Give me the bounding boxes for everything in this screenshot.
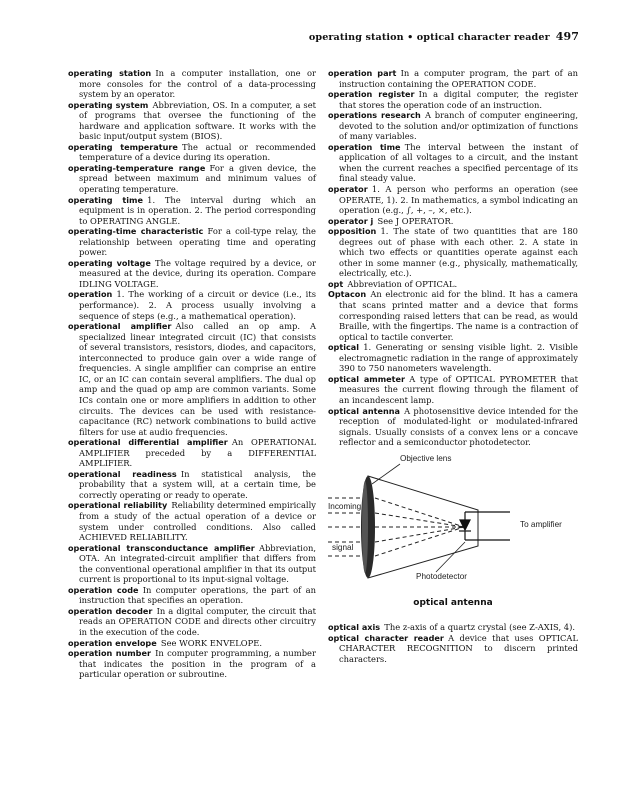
entry-definition: In a computer installation, one or more consoles for the control of a data-processing system by an operator.: [79, 68, 316, 100]
entry-definition: The actual or recommended temperature of a device during its operation.: [79, 141, 316, 163]
running-head-text: operating station • optical character reader: [308, 32, 550, 43]
entry-term: operational differential amplifier: [68, 437, 228, 448]
entry-definition: In statistical analysis, the probability that a system will, at a certain time, be correctly operating or ready to operate.: [79, 468, 316, 500]
entry-definition: Abbreviation, OTA. An integrated-circuit amplifier that differs from the conventional operational amplifier in that its output current is proportional to its input-signal voltage.: [79, 542, 316, 585]
entry-definition: 1. The working of a circuit or device (i.e., its performance). 2. A process usually involving a sequence of steps (e.g., a mathematical operation).: [79, 289, 316, 321]
entry-definition: For a given device, the spread between maximum and minimum values of operating temperature.: [79, 162, 316, 195]
entry: [328, 184, 578, 216]
running-header: [309, 30, 579, 43]
entry-term: operation envelope: [68, 637, 157, 648]
entry-definition: In a computer program, the part of an instruction containing the OPERATION CODE.: [339, 68, 578, 89]
entry-term: operations research: [328, 110, 421, 121]
entry-term: operating time: [68, 194, 143, 205]
entry-term: operation code: [68, 584, 139, 595]
entry: [68, 68, 316, 100]
entry: [328, 406, 578, 448]
entry-definition: An OPERATIONAL AMPLIFIER preceded by a DIFFERENTIAL AMPLIFIER.: [79, 437, 316, 469]
label-signal: signal: [332, 542, 354, 552]
entry: [68, 437, 316, 469]
entry-definition: An electronic aid for the blind. It has a camera that scans printed matter and a device that forms corresponding raised letters that can be read, as would Braille, with the fingertips. The name is a contraction of optical to tactile converter.: [339, 289, 578, 342]
entry-definition: See J OPERATOR.: [377, 215, 454, 226]
entry: [328, 142, 578, 184]
entry: [328, 289, 578, 342]
entry: [328, 374, 578, 406]
entry-definition: A device that uses OPTICAL CHARACTER RECOGNITION to discern printed characters.: [339, 632, 578, 664]
label-photodetector: Photodetector: [416, 571, 467, 581]
entry-term: optical axis: [328, 622, 381, 633]
entry-term: optical character reader: [328, 632, 444, 643]
entry-definition: A type of OPTICAL PYROMETER that measures the current flowing through the filament of an incandescent lamp.: [339, 373, 578, 405]
entry: [328, 279, 578, 290]
entry-term: opposition: [328, 226, 377, 237]
entry: [68, 289, 316, 321]
entry-definition: 1. Generating or sensing visible light. 2. Visible electromagnetic radiation in the range of approximately 390 to 750 nanometers wavelength.: [339, 342, 578, 374]
entry-definition: The z-axis of a quartz crystal (see Z-AXIS, 4).: [384, 622, 575, 633]
entry-definition: Abbreviation of OPTICAL.: [347, 278, 458, 289]
entry-term: operating voltage: [68, 257, 151, 268]
entry-definition: The interval between the instant of application of all voltages to a circuit, and the instant when the current reaches a specified percentage of its final steady value.: [339, 141, 578, 184]
page-number: 497: [555, 30, 579, 43]
entry: [328, 89, 578, 110]
entry: [68, 321, 316, 437]
entry: [68, 543, 316, 585]
entry-definition: Abbreviation, OS. In a computer, a set of programs that oversee the functioning of the hardware and application software. It works with the basic input/output system (BIOS).: [79, 99, 316, 142]
entry-definition: In a digital computer, the circuit that reads an OPERATION CODE and directs other circuitry in the execution of the code.: [79, 605, 317, 637]
entry-definition: In a digital computer, the register that stores the operation code of an instruction.: [339, 89, 579, 110]
entry: [68, 163, 316, 195]
entry: [68, 226, 316, 258]
entry-term: operational amplifier: [68, 321, 172, 332]
entry-term: opt: [328, 278, 344, 289]
entry-term: optical antenna: [328, 405, 400, 416]
right-column: [328, 68, 578, 664]
entry-definition: In computer programming, a number that indicates the position in the program of a particular operation or subroutine.: [79, 648, 316, 680]
entry-definition: The voltage required by a device, or measured at the device, during its operation. Compare IDLING VOLTAGE.: [79, 257, 316, 289]
lens-highlight: [362, 481, 368, 573]
entry-term: operational reliability: [68, 500, 168, 511]
entry-term: operation: [68, 289, 113, 300]
lens-leader-line: [372, 464, 400, 484]
entry-definition: See WORK ENVELOPE.: [160, 637, 262, 648]
entry-definition: 1. The interval during which an equipment is in operation. 2. The period corresponding to OPERATING ANGLE.: [79, 194, 316, 226]
entry: [328, 342, 578, 374]
entry-definition: For a coil-type relay, the relationship between operating time and operating power.: [79, 226, 316, 258]
entry: [328, 68, 578, 89]
entry-term: optical ammeter: [328, 373, 406, 384]
entry-definition: A photosensitive device intended for the reception of modulated-light or modulated-infrared signals. Usually consists of a convex lens or a concave reflector and a semiconductor photodetector.: [339, 405, 579, 448]
entry-term: operating-time characteristic: [68, 226, 204, 237]
left-column: [68, 68, 316, 680]
entry-term: operator: [328, 184, 368, 195]
entry-term: operational transconductance amplifier: [68, 542, 255, 553]
entry-term: operation register: [328, 89, 415, 100]
entry-term: Optacon: [328, 289, 367, 300]
entry: [68, 638, 316, 649]
entry-definition: A branch of computer engineering, devoted to the solution and/or optimization of functions of many variables.: [339, 110, 578, 142]
entry-definition: 1. The state of two quantities that are 180 degrees out of phase with each other. 2. A state in which two effects or quantities operate against each other in some manner (e.g., physically, mathematically, electrically, etc.).: [339, 226, 578, 279]
label-to-amplifier: To amplifier: [520, 519, 562, 529]
label-objective-lens: Objective lens: [400, 453, 452, 463]
entry: [68, 142, 316, 163]
entry-term: operator j: [328, 215, 374, 226]
entry-term: operation time: [328, 141, 401, 152]
entry-definition: 1. A person who performs an operation (see OPERATE, 1). 2. In mathematics, a symbol indicating an operation (e.g., ∫, +, –, ×, etc.).: [339, 184, 578, 216]
entry: [68, 606, 316, 638]
optical-antenna-figure: [328, 454, 578, 596]
entry-term: operating station: [68, 68, 152, 78]
entry: [68, 100, 316, 142]
entry-definition: In computer operations, the part of an instruction that specifies an operation.: [79, 584, 316, 606]
entry: [68, 648, 316, 680]
entry-term: operation part: [328, 68, 397, 78]
entry-term: operating-temperature range: [68, 162, 206, 173]
entry: [68, 195, 316, 227]
entry: [68, 585, 316, 606]
figure-caption: optical antenna: [413, 597, 493, 608]
entry: [328, 216, 578, 227]
entry-term: optical: [328, 342, 360, 353]
entry-term: operation number: [68, 648, 151, 659]
entry-term: operating system: [68, 99, 149, 110]
entry: [328, 110, 578, 142]
photodetector-diode-icon: [459, 512, 510, 540]
converging-rays: [375, 498, 464, 556]
entry: [328, 633, 578, 665]
entry-term: operational readiness: [68, 468, 177, 479]
label-incoming: Incoming: [328, 501, 362, 511]
entry: [328, 622, 578, 633]
entry: [68, 469, 316, 501]
entry: [328, 226, 578, 279]
entry: [68, 500, 316, 542]
entry: [68, 258, 316, 290]
entry-definition: Also called an op amp. A specialized linear integrated circuit (IC) that consists of several transistors, resistors, diodes, and capacitors, interconnected to produce gain over a wide range of frequencies. A single amplifier can comprise an entire IC, or an IC can contain several amplifiers. The dual op amp and the quad op amp are common variants. Some ICs contain one or more amplifiers in addition to other circuits. The devices can be used with resistance-capacitance (RC) network combinations to build active filters for use at audio frequencies.: [79, 321, 316, 437]
entry-term: operation decoder: [68, 605, 153, 616]
entry-definition: Reliability determined empirically from a study of the actual operation of a device or system under controlled conditions. Also called ACHIEVED RELIABILITY.: [79, 500, 316, 543]
entry-term: operating temperature: [68, 141, 178, 152]
